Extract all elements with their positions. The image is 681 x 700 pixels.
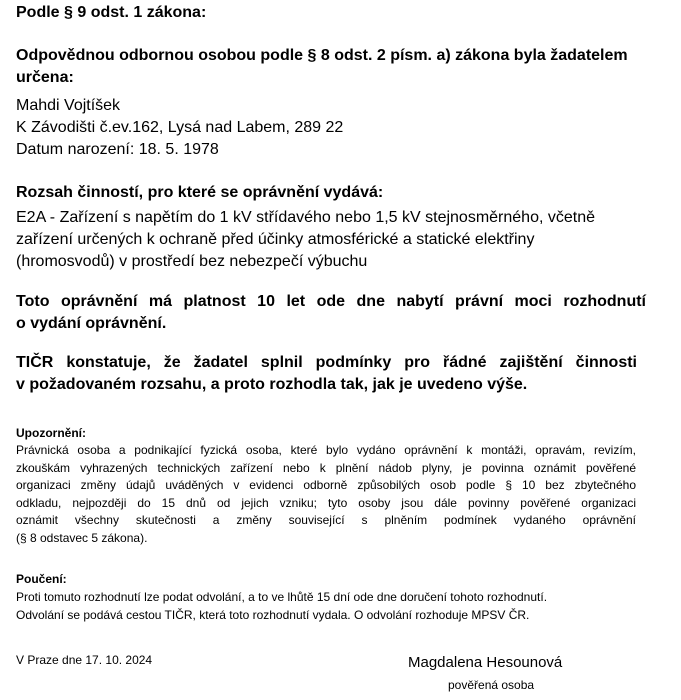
responsible-person-title bbox=[16, 45, 651, 89]
validity-statement bbox=[16, 291, 646, 335]
person-name: Mahdi Vojtíšek bbox=[16, 97, 121, 114]
instruction-text bbox=[16, 589, 636, 624]
notice-line: Právnická osoba a podnikající fyzická osoba, které bylo vydáno oprávnění k montáži, opravám, revizím, bbox=[16, 443, 636, 457]
notice-line: organizaci změny údajů uváděných v evidenci odborně způsobilých osob podle § 10 bez zbytečného bbox=[16, 478, 636, 492]
signature-name: Magdalena Hesounová bbox=[408, 654, 563, 671]
scope-title: Rozsah činností, pro které se oprávnění vydává: bbox=[16, 184, 384, 201]
scope-line: E2A - Zařízení s napětím do 1 kV střídavého nebo 1,5 kV stejnosměrného, včetně bbox=[16, 209, 595, 226]
responsible-person-details bbox=[16, 95, 651, 161]
notice-line: (§ 8 odstavec 5 zákona). bbox=[16, 530, 148, 545]
person-birth-date: Datum narození: 18. 5. 1978 bbox=[16, 141, 219, 158]
responsible-person-title-line: určena: bbox=[16, 69, 74, 86]
responsible-person-title-line: Odpovědnou odbornou osobou podle § 8 odst. 2 písm. a) zákona byla žadatelem bbox=[16, 47, 628, 64]
instruction-line: Proti tomuto rozhodnutí lze podat odvolání, a to ve lhůtě 15 dní ode dne doručení tohoto rozhodnutí. bbox=[16, 590, 548, 604]
validity-line: Toto oprávnění má platnost 10 let ode dne nabytí právní moci rozhodnutí bbox=[16, 293, 646, 310]
instruction-title: Poučení: bbox=[16, 572, 67, 586]
notice-line: odkladu, nejpozději do 15 dnů od jejich vzniku; tyto osoby jsou dále povinny pověřené organizaci bbox=[16, 495, 636, 510]
signature-role: pověřená osoba bbox=[448, 678, 535, 692]
scope-text bbox=[16, 207, 651, 273]
section-heading: Podle § 9 odst. 1 zákona: bbox=[16, 4, 207, 21]
notice-line: oznámit všechny skutečnosti a změny související s plněním podmínek vydaného oprávnění bbox=[16, 513, 636, 527]
place-date: V Praze dne 17. 10. 2024 bbox=[16, 653, 153, 667]
notice-line: zkouškám vyhrazených technických zařízení nebo k plnění nádob plyny, je povinna oznámit pověřené bbox=[16, 460, 636, 475]
scope-line: (hromosvodů) v prostředí bez nebezpečí výbuchu bbox=[16, 253, 368, 270]
person-address: K Závodišti č.ev.162, Lysá nad Labem, 289 22 bbox=[16, 119, 344, 136]
notice-text bbox=[16, 442, 636, 547]
scope-line: zařízení určených k ochraně před účinky atmosférické a statické elektřiny bbox=[16, 231, 535, 248]
notice-title: Upozornění: bbox=[16, 426, 86, 440]
statement-line: TIČR konstatuje, že žadatel splnil podmínky pro řádné zajištění činnosti bbox=[16, 354, 637, 371]
validity-line: o vydání oprávnění. bbox=[16, 315, 167, 332]
ticr-statement bbox=[16, 352, 637, 396]
statement-line: v požadovaném rozsahu, a proto rozhodla tak, jak je uvedeno výše. bbox=[16, 376, 528, 393]
instruction-line: Odvolání se podává cestou TIČR, která toto rozhodnutí vydala. O odvolání rozhoduje MPSV ČR. bbox=[16, 607, 530, 622]
